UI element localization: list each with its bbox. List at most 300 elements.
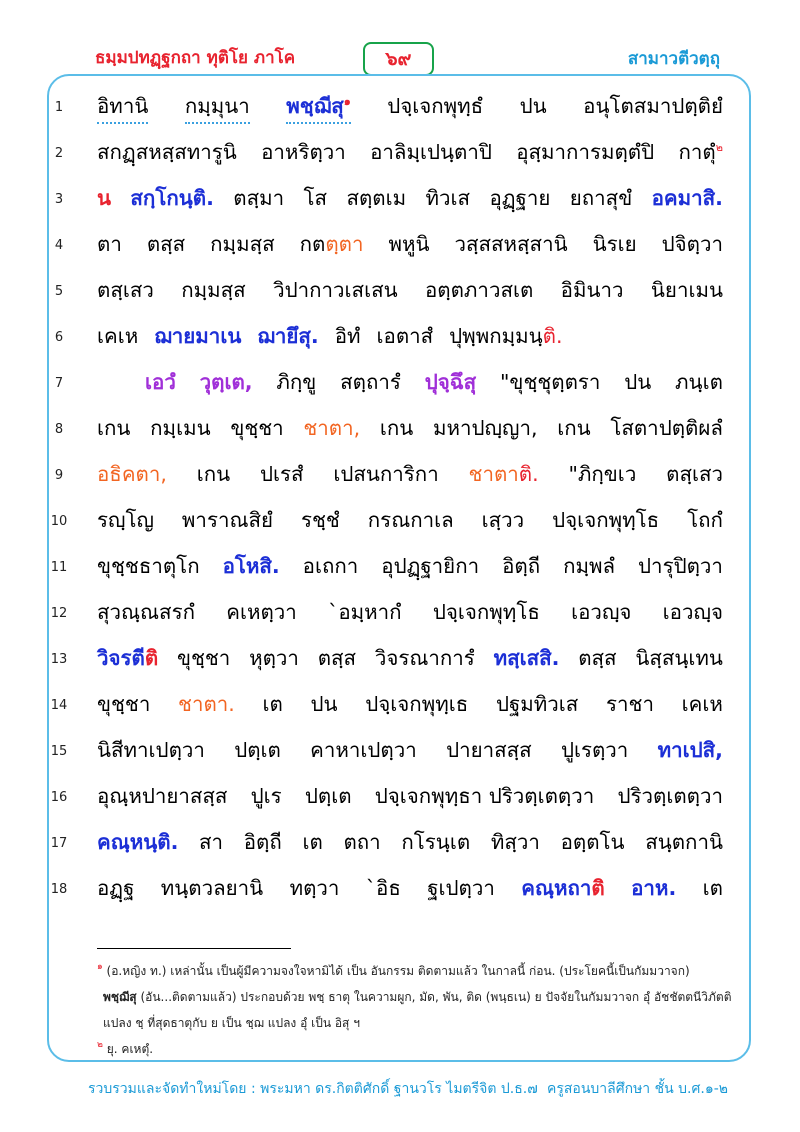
word-text: นิสีทาเปตฺวา: [97, 738, 205, 762]
footer-compiler: รวบรวมและจัดทำใหม่โดย : พระมหา ดร.กิตติศักดิ์ ฐานวโร ไมตรีจิต ป.ธ.๗: [88, 1081, 538, 1097]
word-text: ปุพฺพกมฺมนฺ: [449, 324, 543, 348]
word: [197, 458, 230, 490]
word-text: คณฺหนฺติ.: [97, 830, 179, 854]
word: [662, 228, 723, 260]
text-line: [0, 316, 800, 362]
footnote-1-detail: [103, 988, 733, 1006]
word-text: ทิวเส: [425, 186, 471, 210]
text-line: [0, 132, 800, 178]
word-text: อาลิมฺเปนฺตาปิ: [370, 140, 492, 164]
word: [97, 596, 195, 628]
word: [303, 550, 359, 582]
word: [682, 688, 723, 720]
line-text: [97, 458, 723, 490]
word-text: กมฺเมน: [150, 416, 211, 440]
word: [210, 228, 274, 260]
word-text: คาหาเปตฺวา: [310, 738, 417, 762]
word: [610, 412, 723, 444]
word-text: พาราณสิยํ: [181, 508, 274, 532]
line-text: [97, 642, 723, 674]
word: [433, 412, 538, 444]
word: [263, 688, 283, 720]
header-section-title: สามาวตีวตฺถุ: [627, 49, 720, 69]
word: [606, 688, 654, 720]
word-text: สุวณฺณสรกํ: [97, 600, 195, 624]
word: [343, 826, 380, 858]
line-number: 12: [50, 606, 68, 621]
word-text: ปตฺเต: [234, 738, 281, 762]
word: [426, 182, 471, 214]
word-text: เกน: [379, 416, 414, 440]
word-text: อาห.: [631, 876, 677, 900]
word: [568, 458, 636, 490]
text-line: [0, 454, 800, 500]
word: [454, 228, 567, 260]
word-text: ปารุปิตฺวา: [638, 554, 723, 578]
word-text: สา: [199, 830, 224, 854]
line-text: [97, 228, 723, 260]
footnote-ref: ๒: [715, 141, 723, 154]
word-text: ราชา: [606, 692, 654, 716]
word: [469, 458, 539, 490]
word: [97, 136, 237, 168]
word-text: ชาตา: [468, 462, 519, 486]
word: [651, 274, 723, 306]
word: [494, 642, 560, 674]
text-line: [0, 822, 800, 868]
word-text: อิตฺถี: [243, 830, 282, 854]
word: [185, 90, 250, 124]
word-text: มหาปญฺญา,: [432, 416, 538, 440]
text-line: [0, 592, 800, 638]
footnote-text: แปลง ชฺ ที่สุดธาตุกับ ย เป็น ชฺฌ แปลง อุํ เป็น อิสุ ฯ: [103, 1016, 360, 1030]
word-suffix: ติ.: [518, 462, 539, 486]
word: [181, 274, 245, 306]
word-text: สตฺถารํ: [340, 370, 401, 394]
word-text: อโหสิ.: [222, 554, 280, 578]
word: [286, 90, 350, 124]
line-text: [97, 412, 723, 444]
line-text: [97, 90, 723, 124]
word-text: สตฺตเม: [346, 186, 407, 210]
footnote-1-detail-cont: [103, 1014, 733, 1032]
word: [401, 826, 470, 858]
line-number: 16: [50, 790, 68, 805]
word-text: "ภิกฺขเว: [568, 462, 637, 486]
line-number: 2: [54, 146, 64, 161]
word: [318, 642, 356, 674]
word-text: กาตุํ: [678, 140, 716, 164]
word: [365, 688, 468, 720]
word: [97, 458, 167, 490]
word-text: ปจฺเจกพุทฺโธ: [432, 600, 540, 624]
word-text: ปฐมทิวเส: [495, 692, 579, 716]
word-text: ปตฺเต: [304, 784, 352, 808]
word: [570, 182, 632, 214]
footnote-text: (อัน...ติดตามแล้ว) ประกอบด้วย พชฺ ธาตุ ในความผูก, มัด, พัน, ติด (พนฺธเน) ย ปัจจัยในกัมมวาจก อุํ อัชชัตตนีวิภัตติ: [140, 990, 732, 1004]
word: [97, 780, 227, 812]
word-text: ขุชฺชา: [230, 416, 284, 440]
word-text: ฐเปตฺวา: [427, 876, 495, 900]
header-book-title: ธมฺมปทฏฺฐกถา ทุติโย ภาโค: [95, 48, 296, 68]
word-text: วิจรณาการํ: [374, 646, 475, 670]
word-text: โส: [303, 186, 328, 210]
word-text: ปน: [310, 692, 338, 716]
word: [304, 182, 328, 214]
word-text: โถกํ: [687, 508, 723, 532]
word: [635, 642, 723, 674]
word-text: ตถา: [343, 830, 381, 854]
word: [387, 90, 483, 124]
word-text: เอวญฺจ: [662, 600, 723, 624]
word-text: ภิกฺขู: [276, 370, 317, 394]
word: [154, 320, 241, 352]
word-text: กมฺมสฺส: [210, 232, 275, 256]
word: [583, 90, 723, 124]
word-text: พหูนิ: [388, 232, 430, 256]
word-text: โสตาปตฺติผลํ: [610, 416, 723, 440]
word-text: ปเรสํ: [259, 462, 304, 486]
word: [261, 136, 346, 168]
word: [290, 872, 340, 904]
word: [276, 366, 316, 398]
text-line: [0, 224, 800, 270]
word: [97, 90, 148, 124]
word: [97, 550, 200, 582]
word-text: รญฺโญ: [97, 508, 154, 532]
word: [617, 780, 723, 812]
word-text: ขุชฺชา: [176, 646, 231, 670]
word: [145, 366, 176, 398]
word-text: ปน: [624, 370, 652, 394]
word: [666, 458, 723, 490]
word-text: ทสฺเสสิ.: [493, 646, 560, 670]
word: [366, 872, 401, 904]
word: [491, 826, 540, 858]
line-number: 18: [50, 882, 68, 897]
word: [233, 182, 284, 214]
line-text: [97, 550, 723, 582]
word: [97, 734, 205, 766]
word-text: อาหริตฺวา: [261, 140, 346, 164]
word-text: ขุชฺชา: [97, 692, 151, 716]
word: [257, 320, 318, 352]
word: [301, 504, 340, 536]
word-text: เต: [262, 692, 283, 716]
word: [377, 320, 434, 352]
word: [244, 826, 282, 858]
word-text: กมฺพลํ: [563, 554, 616, 578]
word: [333, 458, 438, 490]
word: [97, 826, 178, 858]
line-number: 7: [54, 376, 64, 391]
word: [675, 366, 723, 398]
line-number: 6: [54, 330, 64, 345]
word: [249, 642, 299, 674]
word-suffix: ติ: [591, 876, 605, 900]
word: [182, 504, 273, 536]
line-number: 13: [50, 652, 68, 667]
word: [500, 366, 600, 398]
line-number: 17: [50, 836, 68, 851]
word-text: `อิธ: [365, 876, 401, 900]
word-text: ภนฺเต: [675, 370, 723, 394]
word: [97, 182, 111, 214]
word: [97, 504, 154, 536]
word-text: นิสฺสนฺเทน: [635, 646, 723, 670]
word-text: ปจฺเจกพุทฺเธ: [365, 692, 469, 716]
word-text: เต: [702, 876, 723, 900]
word-text: ตสฺมา: [233, 186, 285, 210]
word-text: เกน: [97, 416, 131, 440]
word: [260, 458, 304, 490]
word: [427, 872, 495, 904]
word: [328, 596, 402, 628]
word: [678, 136, 723, 168]
word-text: ฌายมาเน: [154, 324, 242, 348]
line-text: [97, 136, 723, 168]
word: [446, 734, 532, 766]
word: [97, 872, 134, 904]
line-text: [97, 734, 723, 766]
word-text: ชาตา.: [178, 692, 235, 716]
word: [368, 504, 454, 536]
word-text: คณฺหถา: [521, 876, 592, 900]
line-number: 11: [50, 560, 68, 575]
line-number: 8: [54, 422, 64, 437]
line-text: [97, 182, 723, 214]
word-text: อิทานิ: [97, 94, 149, 118]
word-text: รชฺชํ: [300, 508, 340, 532]
word-text: กโรนฺเต: [401, 830, 471, 854]
word-text: ตสฺเสว: [666, 462, 723, 486]
word: [370, 136, 492, 168]
word: [97, 228, 122, 260]
word-text: พชฺฌีสุ: [286, 94, 344, 118]
word: [433, 596, 540, 628]
word-text: วิจรตี: [97, 646, 145, 670]
word: [97, 642, 158, 674]
line-number: 14: [50, 698, 68, 713]
word: [593, 228, 637, 260]
word: [177, 642, 230, 674]
word: [703, 872, 723, 904]
footnote-marker: ๒: [97, 1040, 103, 1050]
word: [375, 642, 475, 674]
word-text: อตฺตโน: [560, 830, 625, 854]
word: [658, 734, 723, 766]
word-text: เกน: [557, 416, 591, 440]
word-text: นิรเย: [592, 232, 637, 256]
word-text: ปจิตฺวา: [661, 232, 723, 256]
word: [303, 412, 360, 444]
word: [97, 412, 130, 444]
word: [624, 366, 651, 398]
word: [335, 320, 361, 352]
text-line: [0, 270, 800, 316]
word-text: สกฺโกนฺติ.: [130, 186, 214, 210]
word: [652, 182, 723, 214]
word-text: ปูเรตฺวา: [560, 738, 629, 762]
word-text: สกฏฺสหสฺสทารูนิ: [97, 140, 237, 164]
word-text: ทนฺตวลยานิ: [160, 876, 264, 900]
text-line: [0, 868, 800, 914]
footnote-text: (อ.หญิง ท.) เหล่านั้น เป็นผู้มีความจงใจหามิได้ เป็น อันกรรม ติดตามแล้ว ในกาลนี้ ก่อน. (ประโยคนี้เป็นกัมมวาจก): [106, 964, 690, 978]
word: [496, 688, 578, 720]
word-text: อิตฺถี: [502, 554, 541, 578]
word-text: ขุชฺชธาตุโก: [97, 554, 200, 578]
text-line: [0, 546, 800, 592]
text-line: [0, 638, 800, 684]
word-text: อุฏฺฐาย: [489, 186, 551, 210]
word: [449, 320, 562, 352]
word: [578, 642, 616, 674]
word-text: ปายาสสฺส: [446, 738, 532, 762]
word-text: อิทํ: [334, 324, 361, 348]
footnote-2: [97, 1040, 727, 1058]
word-text: อนุโตสมาปตฺติยํ: [583, 94, 723, 118]
word: [561, 734, 628, 766]
line-number: 9: [54, 468, 64, 483]
word: [234, 734, 281, 766]
word-text: อุณฺหปายาสสฺส: [97, 784, 228, 808]
word: [663, 596, 723, 628]
line-number: 1: [54, 100, 64, 115]
word: [97, 274, 154, 306]
word-text: วสฺสสหสฺสานิ: [454, 232, 568, 256]
word-text: กต: [299, 232, 326, 256]
word: [489, 182, 550, 214]
word: [563, 550, 615, 582]
word: [161, 872, 263, 904]
word: [199, 826, 223, 858]
word: [251, 780, 282, 812]
word: [687, 504, 723, 536]
word-text: นิยาเมน: [650, 278, 723, 302]
footnote-1: [97, 962, 727, 980]
word: [631, 872, 676, 904]
footnote-text: ยุ. คเหตุํ.: [106, 1042, 154, 1056]
word-text: เอวญฺจ: [571, 600, 632, 624]
word: [97, 688, 150, 720]
line-number: 10: [50, 514, 68, 529]
line-text: [97, 320, 723, 352]
word: [375, 780, 595, 812]
word-text: ชาตา,: [303, 416, 361, 440]
word: [273, 274, 398, 306]
text-line: [0, 500, 800, 546]
word: [178, 688, 235, 720]
word: [388, 228, 429, 260]
word-text: ยถาสุขํ: [569, 186, 633, 210]
word-text: ปุจฺฉึสุ: [424, 370, 477, 394]
word-suffix: ติ.: [542, 324, 563, 348]
text-line: [0, 684, 800, 730]
word-text: เอตาสํ: [376, 324, 434, 348]
page-number: ๖๙: [363, 42, 434, 76]
word-text: อตฺตภาวสเต: [424, 278, 534, 302]
word: [520, 90, 547, 124]
line-text: [97, 688, 723, 720]
word: [346, 182, 406, 214]
word-text: อเถกา: [302, 554, 359, 578]
word-text: กมฺมุนา: [184, 94, 250, 118]
word: [226, 596, 297, 628]
word: [561, 274, 624, 306]
word-text: เคเห: [97, 324, 139, 348]
word: [300, 228, 364, 260]
word-text: คเหตฺวา: [226, 600, 297, 624]
word-text: เอวํ: [145, 370, 176, 394]
word-text: เต: [302, 830, 323, 854]
word-text: อคมาสิ.: [651, 186, 723, 210]
word: [223, 550, 280, 582]
word: [130, 182, 213, 214]
word: [97, 320, 138, 352]
line-number: 15: [50, 744, 68, 759]
footer-role: ครูสอนบาลีศึกษา ชั้น บ.ศ.๑-๒: [546, 1081, 728, 1097]
line-number: 5: [54, 284, 64, 299]
text-line: [0, 178, 800, 224]
word-text: ทิสฺวา: [490, 830, 540, 854]
line-text: [97, 596, 723, 628]
word: [305, 780, 352, 812]
line-text: [97, 504, 723, 536]
text-line: [0, 730, 800, 776]
line-text: [145, 366, 723, 398]
word: [638, 550, 723, 582]
word-text: เกน: [196, 462, 231, 486]
word: [561, 826, 625, 858]
line-number: 3: [54, 192, 64, 207]
word-text: เสฺวว: [481, 508, 525, 532]
text-line: [0, 776, 800, 822]
word-text: ปูเร: [250, 784, 282, 808]
word: [571, 596, 631, 628]
word-text: อุสฺมาการมตฺตํปิ: [516, 140, 655, 164]
word: [200, 366, 253, 398]
word: [645, 826, 723, 858]
word-text: ปจฺเจกพุทฺธา ปริวตฺเตตฺวา: [374, 784, 595, 808]
footnote-ref: ๑: [343, 95, 351, 108]
word-text: `อมฺหากํ: [328, 600, 402, 624]
word-text: อธิคตา,: [97, 462, 167, 486]
line-number: 4: [54, 238, 64, 253]
word-text: ปจฺเจกพุทฺธํ: [387, 94, 484, 118]
word: [150, 412, 210, 444]
text-line: [0, 362, 800, 408]
word-text: ปริวตฺเตตฺวา: [617, 784, 723, 808]
word: [557, 412, 590, 444]
footnote-marker: ๑: [97, 962, 103, 972]
word-text: เคเห: [681, 692, 723, 716]
page-footer: [88, 1078, 728, 1100]
word-text: ตสฺส: [317, 646, 357, 670]
word-text: ปจฺเจกพุทฺโธ: [552, 508, 660, 532]
line-text: [97, 780, 723, 812]
line-text: [97, 274, 723, 306]
word-text: กรณกาเล: [367, 508, 454, 532]
word: [552, 504, 659, 536]
word: [482, 504, 525, 536]
text-line: [0, 408, 800, 454]
word-text: ทตฺวา: [289, 876, 340, 900]
word-text: วุตฺเต,: [199, 370, 253, 394]
word: [381, 550, 479, 582]
word: [340, 366, 401, 398]
word: [302, 826, 322, 858]
word-text: อฏฺฐ: [97, 876, 135, 900]
